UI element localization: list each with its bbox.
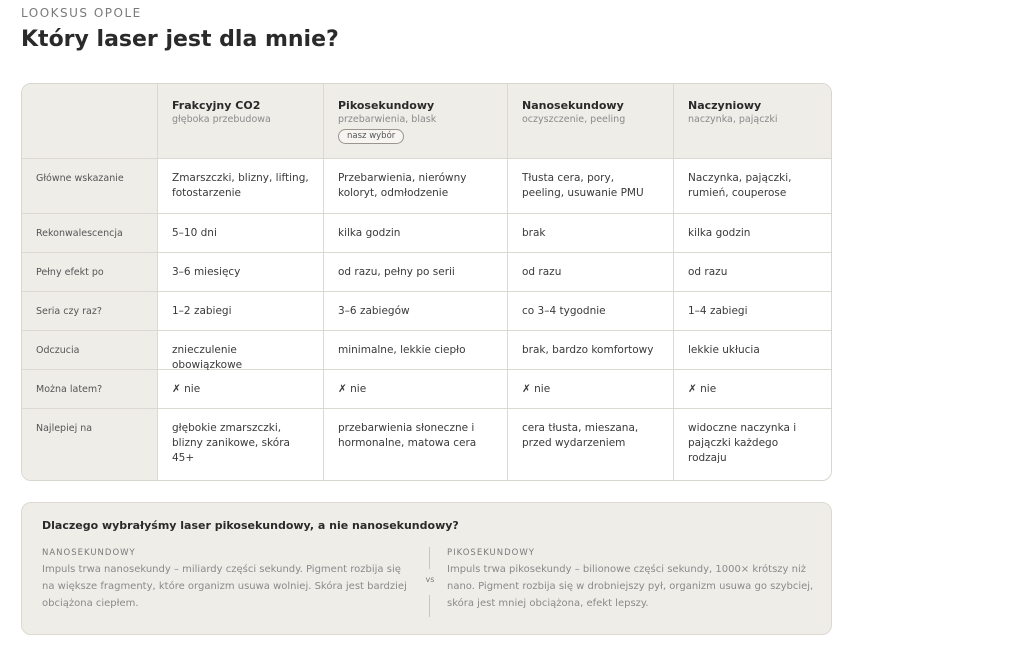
table-cell: co 3–4 tygodnie bbox=[508, 292, 674, 331]
table-cell: przebarwienia słoneczne i hormonalne, matowa cera bbox=[324, 409, 508, 481]
table-cell: cera tłusta, mieszana, przed wydarzeniem bbox=[508, 409, 674, 481]
table-cell: 3–6 miesięcy bbox=[158, 253, 324, 292]
column-name: Naczyniowy bbox=[688, 99, 762, 112]
table-cell: kilka godzin bbox=[674, 214, 832, 253]
table-cell: ✗ nie bbox=[508, 370, 674, 409]
divider-line bbox=[429, 547, 430, 569]
table-cell: lekkie ukłucia bbox=[674, 331, 832, 370]
note-title: Dlaczego wybrałyśmy laser pikosekundowy, a nie nanosekundowy? bbox=[42, 519, 459, 532]
vs-label: vs bbox=[425, 575, 435, 584]
column-header-co2 bbox=[158, 84, 324, 159]
comparison-table bbox=[21, 83, 832, 481]
table-cell: Naczynka, pajączki, rumień, couperose bbox=[674, 159, 832, 214]
brand-eyebrow: LOOKSUS OPOLE bbox=[21, 6, 142, 20]
column-subtitle: przebarwienia, blask bbox=[338, 114, 437, 125]
nano-label: NANOSEKUNDOWY bbox=[42, 548, 136, 558]
table-cell: widoczne naczynka i pajączki każdego rodzaju bbox=[688, 422, 797, 464]
table-cell: 1–4 zabiegi bbox=[674, 292, 832, 331]
table-cell: minimalne, lekkie ciepło bbox=[324, 331, 508, 370]
column-header-pico bbox=[324, 84, 508, 159]
table-cell: 5–10 dni bbox=[158, 214, 324, 253]
row-label: Główne wskazanie bbox=[22, 159, 158, 214]
table-cell: znieczulenie obowiązkowe bbox=[158, 331, 324, 370]
page-title: Który laser jest dla mnie? bbox=[21, 27, 339, 52]
table-cell: od razu, pełny po serii bbox=[324, 253, 508, 292]
column-header-nano bbox=[508, 84, 674, 159]
column-subtitle: naczynka, pajączki bbox=[688, 114, 778, 125]
table-cell: Przebarwienia, nierówny koloryt, odmłodzenie bbox=[324, 159, 508, 214]
row-label: Seria czy raz? bbox=[22, 292, 158, 331]
row-label: Odczucia bbox=[22, 331, 158, 370]
pico-text: Impuls trwa pikosekundy – bilionowe części sekundy, 1000× krótszy niż nano. Pigment rozbija się w drobniejszy pył, organizm usuwa go szybciej, skóra jest mniej obciążona, efekt lepszy. bbox=[447, 564, 814, 609]
table-cell: Tłusta cera, pory, peeling, usuwanie PMU bbox=[508, 159, 674, 214]
table-cell: 1–2 zabiegi bbox=[158, 292, 324, 331]
pico-explanation bbox=[447, 547, 817, 612]
row-label: Pełny efekt po bbox=[22, 253, 158, 292]
column-header-vascular bbox=[674, 84, 832, 159]
table-cell: 3–6 zabiegów bbox=[324, 292, 508, 331]
table-cell: głębokie zmarszczki, blizny zanikowe, skóra 45+ bbox=[158, 409, 324, 481]
row-label: Można latem? bbox=[22, 370, 158, 409]
table-cell: ✗ nie bbox=[324, 370, 508, 409]
table-cell: ✗ nie bbox=[158, 370, 324, 409]
table-cell: od razu bbox=[508, 253, 674, 292]
table-cell: od razu bbox=[674, 253, 832, 292]
column-subtitle: głęboka przebudowa bbox=[172, 114, 271, 125]
column-subtitle: oczyszczenie, peeling bbox=[522, 114, 626, 125]
pico-label: PIKOSEKUNDOWY bbox=[447, 548, 535, 558]
our-choice-badge: nasz wybór bbox=[338, 129, 404, 144]
row-label: Rekonwalescencja bbox=[22, 214, 158, 253]
nano-explanation bbox=[42, 547, 412, 612]
column-name: Pikosekundowy bbox=[338, 99, 435, 112]
table-cell: brak, bardzo komfortowy bbox=[508, 331, 674, 370]
comparison-note bbox=[21, 502, 832, 635]
table-cell: Zmarszczki, blizny, lifting, fotostarzenie bbox=[158, 159, 324, 214]
column-name: Nanosekundowy bbox=[522, 99, 624, 112]
column-name: Frakcyjny CO2 bbox=[172, 99, 261, 112]
header-corner bbox=[22, 84, 158, 159]
table-cell: brak bbox=[508, 214, 674, 253]
row-label: Najlepiej na bbox=[22, 409, 158, 481]
nano-text: Impuls trwa nanosekundy – miliardy części sekundy. Pigment rozbija się na większe fragmenty, które organizm usuwa wolniej. Skóra jest bardziej obciążona ciepłem. bbox=[42, 564, 407, 609]
table-cell: ✗ nie bbox=[674, 370, 832, 409]
divider-line bbox=[429, 595, 430, 617]
table-cell: kilka godzin bbox=[324, 214, 508, 253]
